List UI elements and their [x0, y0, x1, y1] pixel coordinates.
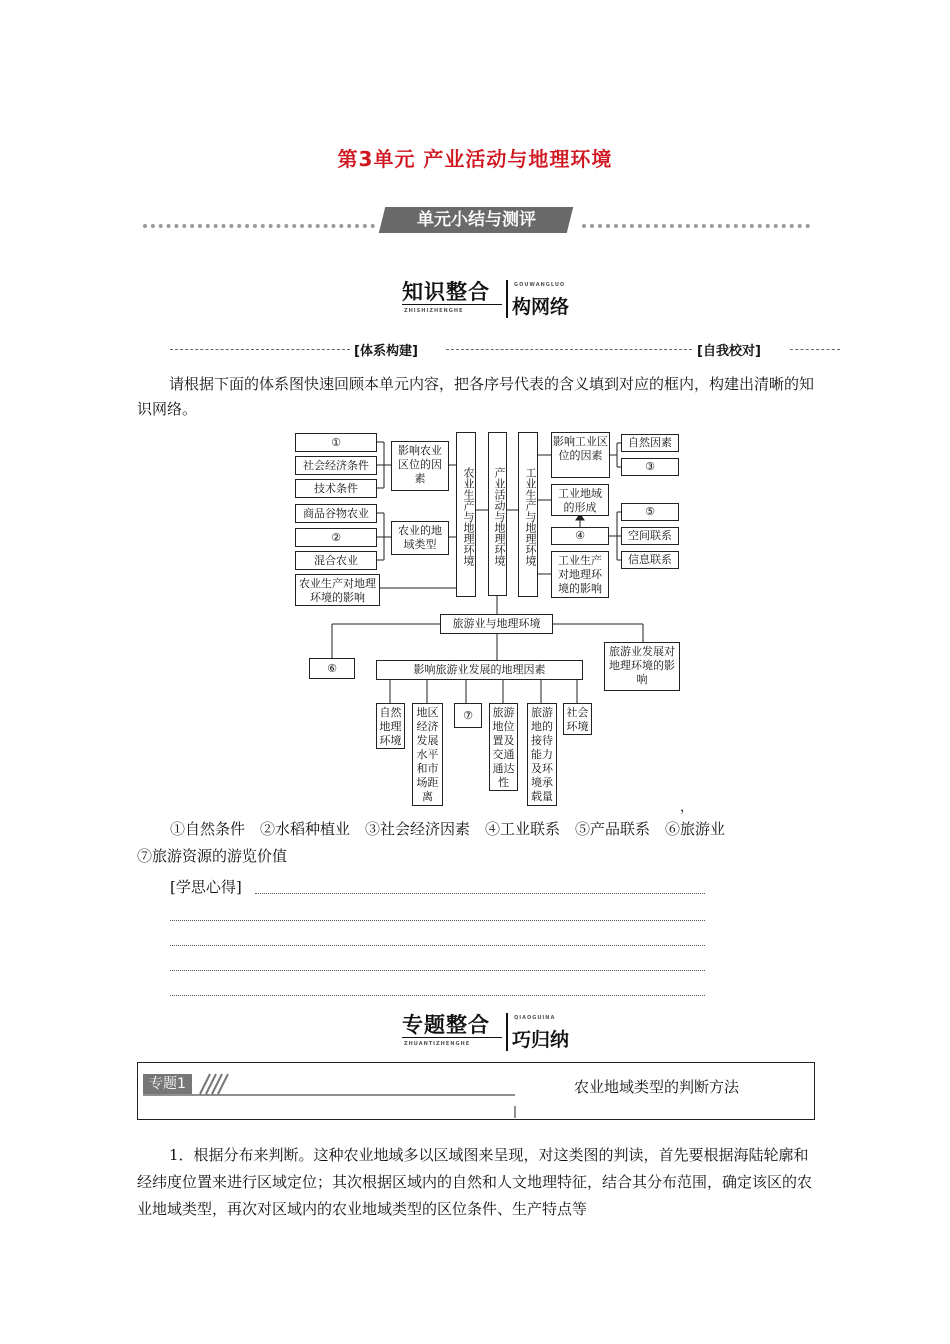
- section-header-pinyin-sub-2: QIAOGUINA: [514, 1015, 556, 1021]
- diagram-box-agri-factor-3: 技术条件: [295, 479, 377, 498]
- section-header-main: 知识整合: [402, 280, 490, 304]
- page-title: 第3单元 产业活动与地理环境: [337, 147, 613, 171]
- section-header-sub-2: 巧归纳: [512, 1029, 570, 1051]
- diagram-box-tourism-impact: 旅游业发展对地理环境的影响: [604, 642, 680, 691]
- intro-paragraph: 请根据下面的体系图快速回顾本单元内容，把各序号代表的含义填到对应的框内，构建出清晰的知识网络。: [137, 375, 815, 418]
- diagram-box-ind-factor-2: ③: [621, 458, 679, 476]
- diagram-box-agri-type-1: 商品谷物农业: [295, 504, 377, 523]
- study-notes-line-4: [170, 970, 705, 971]
- section-header-pinyin-main-2: ZHUANTIZHENGHE: [404, 1041, 471, 1047]
- section-header-pinyin-main: ZHISHIZHENGHE: [404, 308, 464, 314]
- study-notes-line-1: [255, 893, 705, 894]
- diagram-box-ind-link-2: 空间联系: [621, 527, 679, 545]
- section-header-pinyin-sub: GOUWANGLUO: [514, 282, 566, 288]
- diagram-box-tour-factor-1: 自然地理环境: [376, 703, 405, 749]
- diagram-box-tour-factor-5: 旅游地的接待能力及环境承载量: [527, 703, 557, 806]
- diagram-column-agriculture: 农业生产与地理环境: [456, 432, 476, 597]
- diagram-box-tourism: 旅游业与地理环境: [440, 614, 553, 634]
- diagram-box-agri-type-3: 混合农业: [295, 551, 377, 570]
- study-notes-label: [学思心得]: [170, 878, 242, 896]
- section-header-main-2: 专题整合: [402, 1013, 490, 1037]
- diagram-box-ind-factor-1: 自然因素: [621, 434, 679, 452]
- diagram-box-agri-factor-group: 影响农业区位的因素: [391, 441, 449, 491]
- label-self-check: [自我校对]: [697, 344, 761, 359]
- diagram-box-tourism-six: ⑥: [309, 658, 355, 679]
- study-notes-line-3: [170, 945, 705, 946]
- diagram-box-agri-type-2: ②: [295, 528, 377, 547]
- diagram-box-tour-factor-6: 社会环境: [563, 703, 592, 735]
- diagram-trailing-comma: ，: [680, 800, 694, 815]
- diagram-box-agri-type-group: 农业的地域类型: [391, 521, 449, 555]
- section-header-divider-2: [506, 1013, 508, 1051]
- label-system-build: [体系构建]: [354, 344, 418, 359]
- diagram-box-agri-impact: 农业生产对地理环境的影响: [295, 574, 380, 606]
- diagram-box-ind-impact: 工业生产对地理环境的影响: [551, 551, 609, 598]
- study-notes-line-2: [170, 920, 705, 921]
- diagram-box-ind-factor-group: 影响工业区位的因素: [551, 432, 610, 478]
- body-paragraph: 1．根据分布来判断。这种农业地域多以区域图来呈现，对这类图的判读，首先要根据海陆轮廓和经纬度位置来进行区域定位；其次根据区域内的自然和人文地理特征，结合其分布范围，确定该区的农业地域类型，再次对区域内的农业地域类型的区位条件、生产特点等: [137, 1146, 813, 1218]
- diagram-box-agri-factor-1: ①: [295, 433, 377, 452]
- diagram-box-ind-link-3: 信息联系: [621, 551, 679, 569]
- section-header-underline-2: [402, 1037, 502, 1038]
- section-header-topic: [402, 1013, 602, 1053]
- study-notes-line-5: [170, 995, 705, 996]
- diagram-box-ind-region: 工业地域的形成: [551, 484, 609, 516]
- answers-line-1: ①自然条件 ②水稻种植业 ③社会经济因素 ④工业联系 ⑤产品联系 ⑥旅游业: [170, 820, 726, 838]
- diagram-box-agri-factor-2: 社会经济条件: [295, 456, 377, 475]
- diagram-box-tour-factor-4: 旅游地位置及交通通达性: [489, 703, 518, 791]
- diagram-box-ind-link-1: ⑤: [621, 503, 679, 521]
- diagram-box-tourism-factor-group: 影响旅游业发展的地理因素: [376, 660, 583, 680]
- section-header-sub: 构网络: [512, 296, 570, 318]
- diagram-column-industry: 工业生产与地理环境: [518, 432, 538, 597]
- section-banner-text: 单元小结与测评: [416, 210, 536, 230]
- topic-tag: 专题1: [143, 1074, 192, 1094]
- diagram-box-tour-factor-2: 地区经济发展水平和市场距离: [412, 703, 443, 806]
- diagram-box-tour-factor-3: ⑦: [454, 703, 482, 728]
- diagram-column-center: 产业活动与地理环境: [488, 432, 507, 596]
- answers-line-2: ⑦旅游资源的游览价值: [137, 847, 288, 865]
- diagram-box-ind-link: ④: [551, 527, 609, 545]
- topic-title: 农业地域类型的判断方法: [574, 1078, 740, 1096]
